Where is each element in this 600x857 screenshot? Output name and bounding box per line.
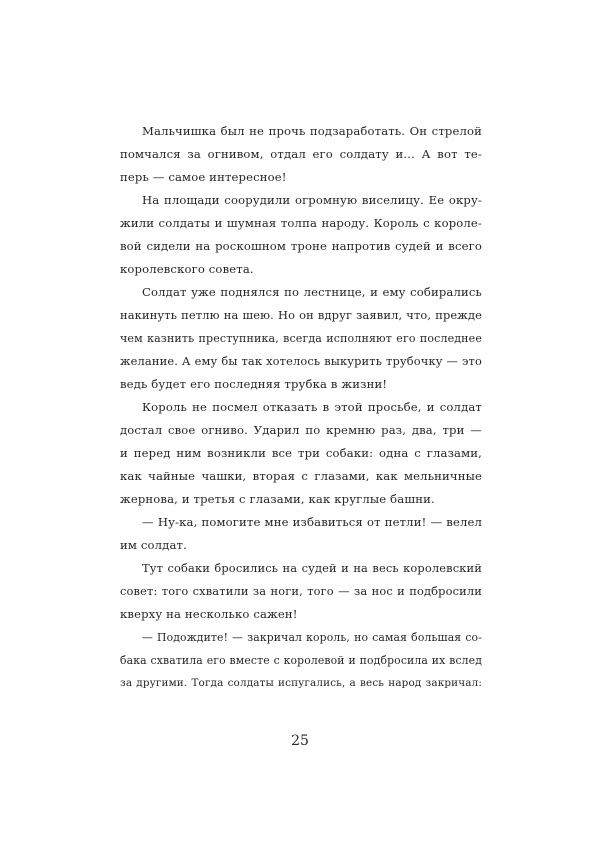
text-line: ведь будет его последняя трубка в жизни! <box>120 377 388 391</box>
text-line: Солдат уже поднялся по лестнице, и ему собирались <box>142 285 482 299</box>
text-line: им солдат. <box>120 538 187 552</box>
page-number: 25 <box>291 733 309 749</box>
text-line: помчался за огнивом, отдал его солдату и... А вот те- <box>120 147 482 161</box>
body-text <box>120 120 482 695</box>
text-line: королевского совета. <box>120 262 254 276</box>
text-line: чем казнить преступника, всегда исполняют его последнее <box>120 332 482 345</box>
text-line: за другими. Тогда солдаты испугались, а весь народ закричал: <box>120 677 482 689</box>
text-line: бака схватила его вместе с королевой и подбросила их вслед <box>120 654 482 667</box>
text-line: жернова, и третья с глазами, как круглые башни. <box>120 492 435 506</box>
text-line: совет: того схватили за ноги, того — за нос и подбросили <box>120 584 482 598</box>
text-line: достал свое огниво. Ударил по кремню раз, два, три — <box>120 423 482 437</box>
text-line: жили солдаты и шумная толпа народу. Король с короле- <box>120 216 482 230</box>
text-line: и перед ним возникли все три собаки: одна с глазами, <box>120 446 482 460</box>
text-line: — Подождите! — закричал король, но самая большая со- <box>142 631 482 644</box>
text-line: кверху на несколько сажен! <box>120 607 298 621</box>
text-line: как чайные чашки, вторая с глазами, как мельничные <box>120 469 482 483</box>
text-line: Тут собаки бросились на судей и на весь королевский <box>142 561 482 575</box>
text-line: накинуть петлю на шею. Но он вдруг заявил, что, прежде <box>120 308 482 322</box>
text-line: — Ну-ка, помогите мне избавиться от петли! — велел <box>142 515 482 529</box>
text-line: Мальчишка был не прочь подзаработать. Он стрелой <box>142 124 482 138</box>
text-line: вой сидели на роскошном троне напротив судей и всего <box>120 239 482 253</box>
text-line: Король не посмел отказать в этой просьбе, и солдат <box>142 400 482 414</box>
text-line: перь — самое интересное! <box>120 170 287 184</box>
text-line: На площади соорудили огромную виселицу. Ее окру- <box>142 193 482 207</box>
text-line: желание. А ему бы так хотелось выкурить трубочку — это <box>120 354 482 368</box>
